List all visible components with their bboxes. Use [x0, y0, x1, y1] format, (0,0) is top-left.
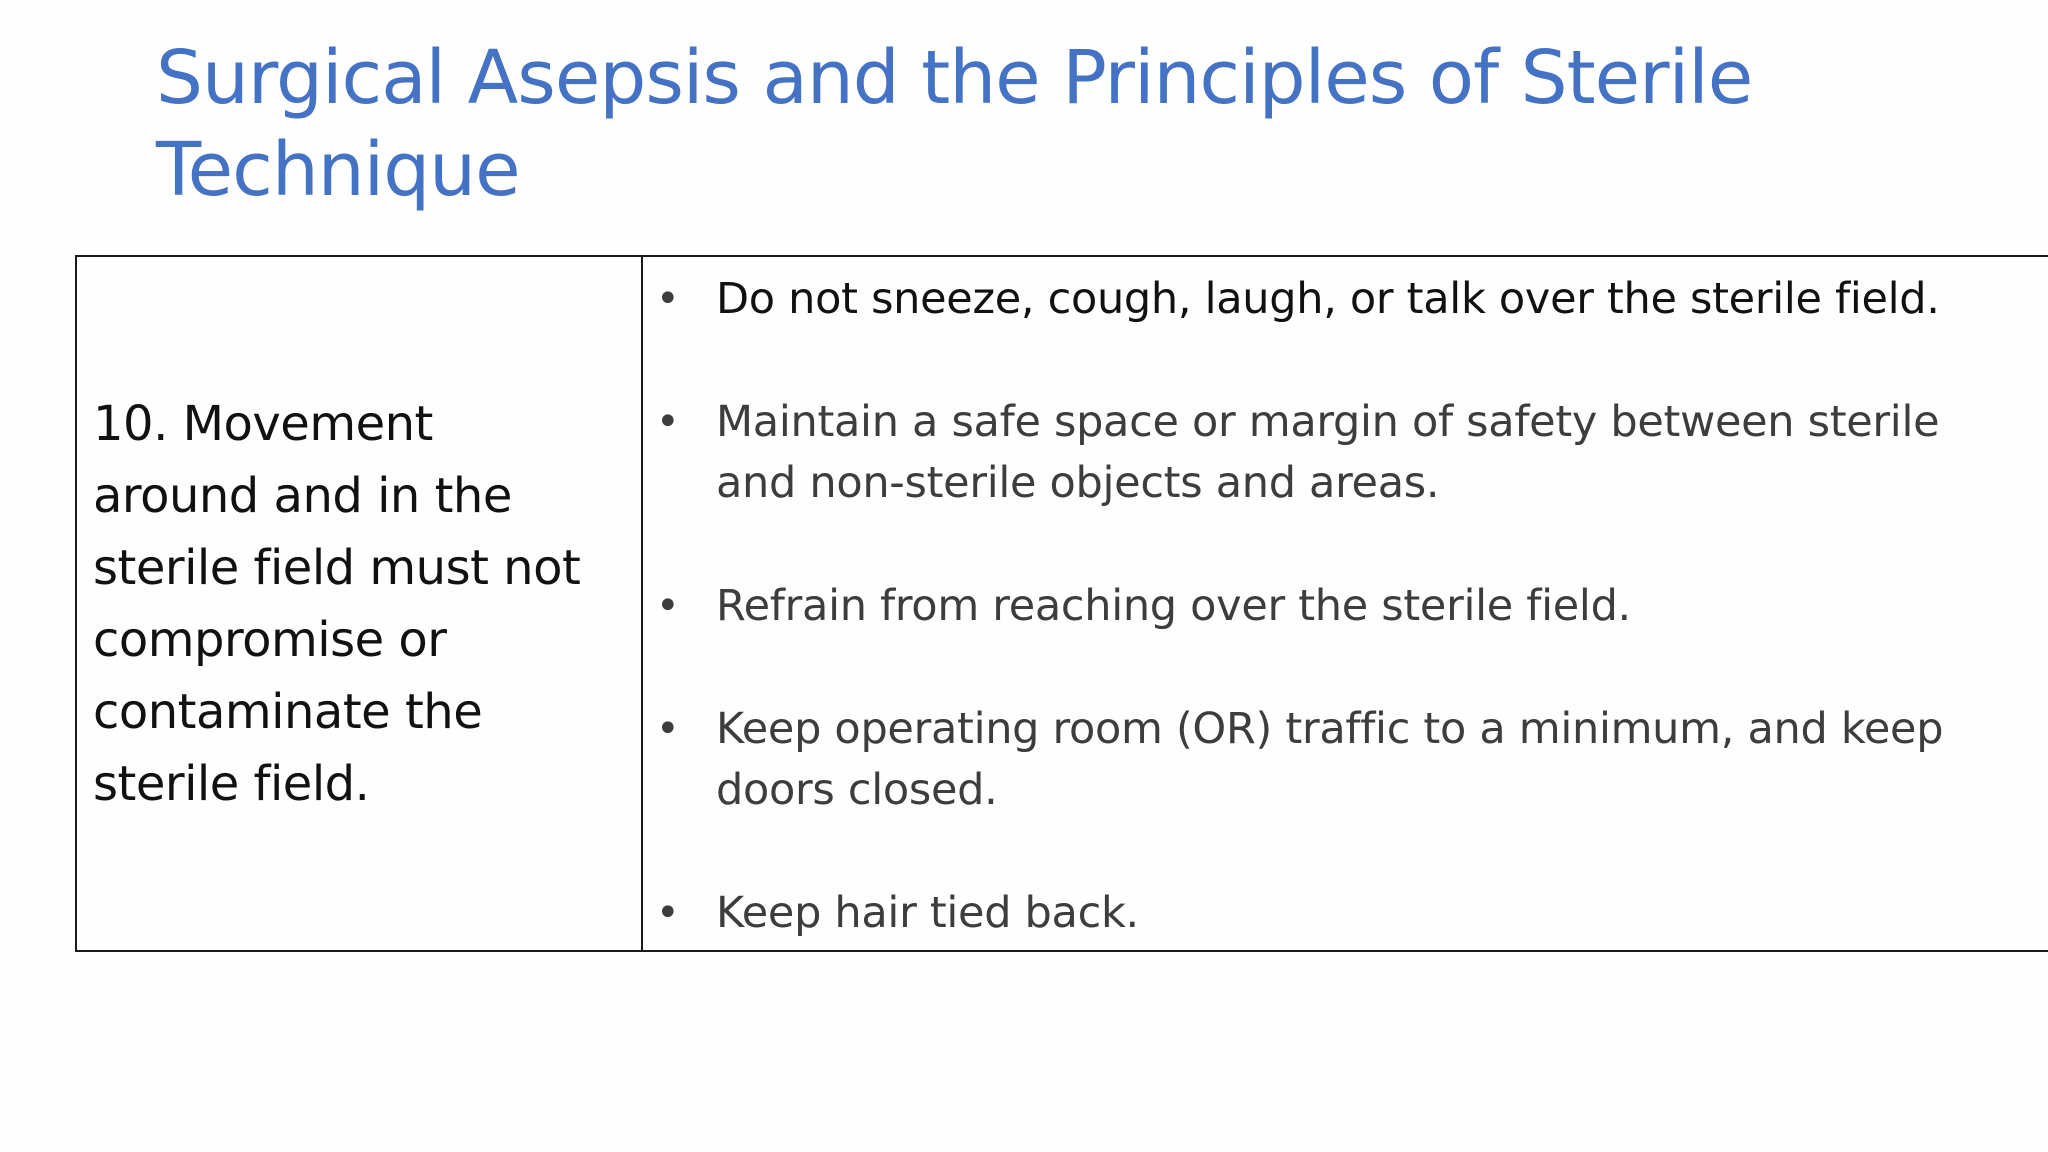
guideline-text: Maintain a safe space or margin of safety between sterile and non-sterile objects and areas.	[716, 397, 1940, 508]
guideline-text: Do not sneeze, cough, laugh, or talk over the sterile field.	[716, 274, 1940, 324]
guideline-text: Keep hair tied back.	[716, 888, 1139, 938]
slide-title	[156, 32, 1856, 216]
principle-table	[75, 255, 2048, 952]
bullet-icon: •	[656, 276, 680, 322]
bullet-icon: •	[656, 890, 680, 936]
slide-title-line-1: Surgical Asepsis and the Principles of Sterile	[156, 35, 1753, 121]
principle-line: contaminate the	[93, 683, 483, 740]
principle-line: sterile field.	[93, 755, 370, 812]
principle-line: 10. Movement	[93, 395, 433, 452]
bullet-icon: •	[656, 583, 680, 629]
guidelines-list	[643, 257, 2048, 944]
guideline-item	[643, 883, 2023, 944]
guideline-item	[643, 269, 2023, 330]
guideline-text: Keep operating room (OR) traffic to a minimum, and keep doors closed.	[716, 704, 1944, 815]
principle-line: sterile field must not	[93, 539, 581, 596]
guideline-text: Refrain from reaching over the sterile field.	[716, 581, 1631, 631]
principle-statement	[77, 388, 641, 820]
guidelines-cell	[642, 256, 2048, 951]
principle-cell	[76, 256, 642, 951]
principle-line: compromise or	[93, 611, 447, 668]
bullet-icon: •	[656, 706, 680, 752]
guideline-item	[643, 576, 2023, 637]
guideline-item	[643, 392, 2023, 514]
principle-line: around and in the	[93, 467, 512, 524]
principle-row	[76, 256, 2048, 951]
slide-title-line-2: Technique	[156, 127, 520, 213]
bullet-icon: •	[656, 399, 680, 445]
guideline-item	[643, 699, 2023, 821]
